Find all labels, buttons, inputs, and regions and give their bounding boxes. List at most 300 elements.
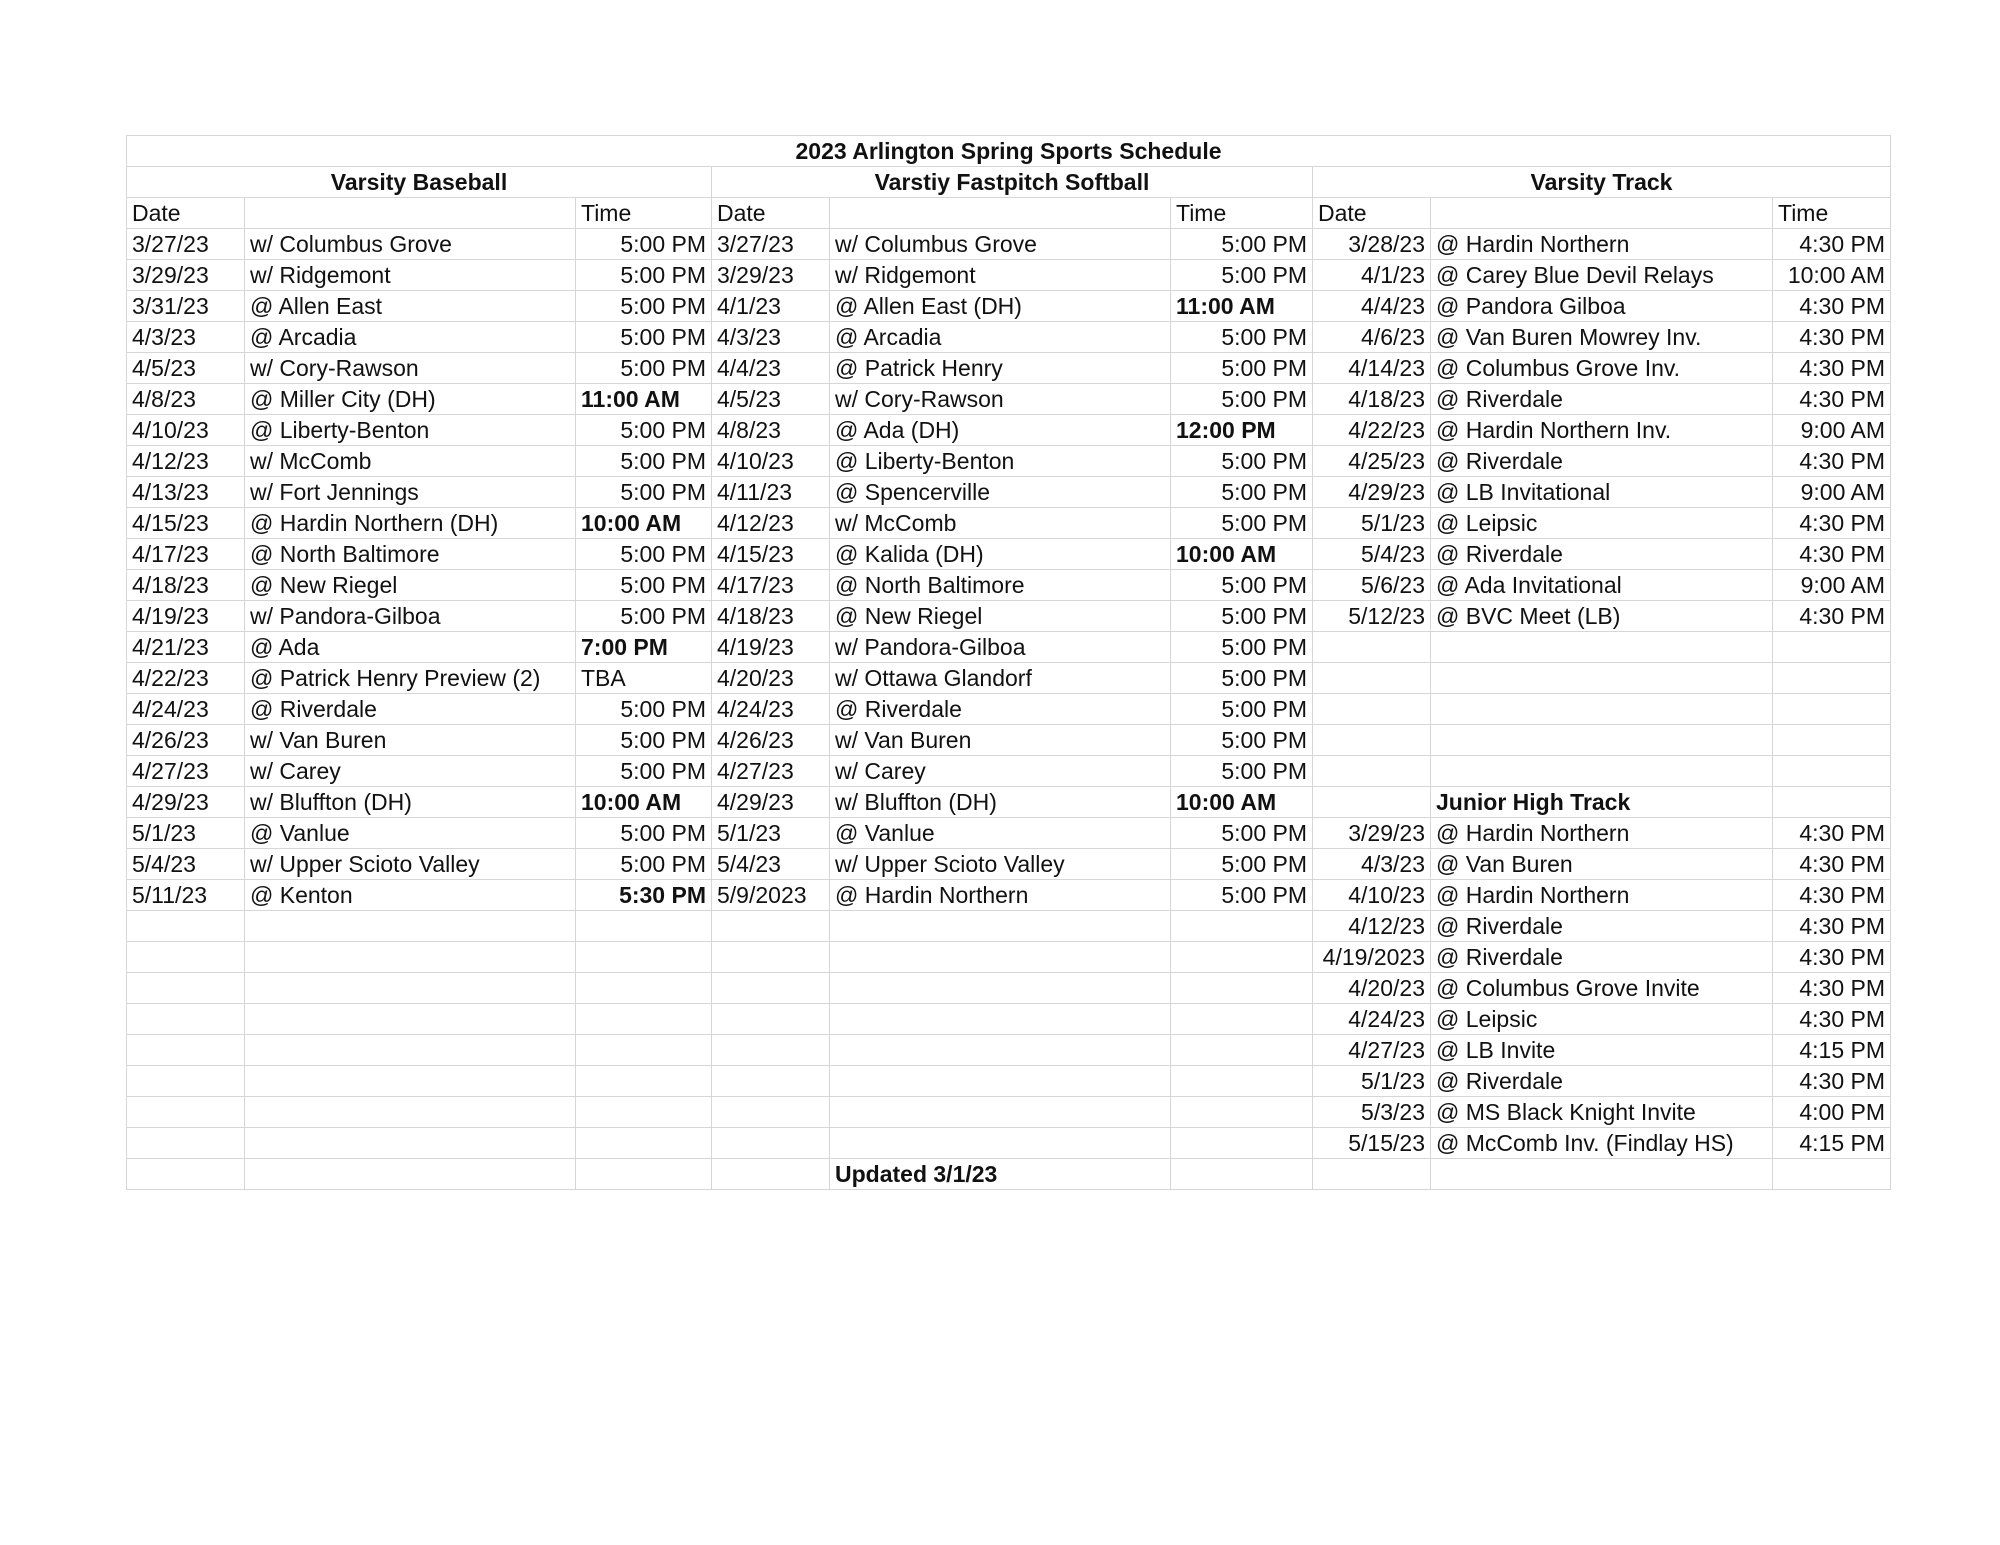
baseball-event: @ Liberty-Benton bbox=[245, 415, 576, 446]
softball-date: 4/18/23 bbox=[712, 601, 830, 632]
baseball-date: 4/27/23 bbox=[127, 756, 245, 787]
empty-cell bbox=[1313, 756, 1431, 787]
baseball-date: 4/18/23 bbox=[127, 570, 245, 601]
baseball-event: @ Riverdale bbox=[245, 694, 576, 725]
softball-time: 5:00 PM bbox=[1171, 322, 1313, 353]
softball-date: 5/4/23 bbox=[712, 849, 830, 880]
empty-cell bbox=[712, 911, 830, 942]
empty-cell bbox=[1773, 694, 1891, 725]
baseball-event: w/ Upper Scioto Valley bbox=[245, 849, 576, 880]
empty-cell bbox=[576, 1035, 712, 1066]
empty-cell bbox=[830, 942, 1171, 973]
table-row bbox=[127, 570, 1891, 601]
track-event: @ Riverdale bbox=[1431, 539, 1773, 570]
table-row bbox=[127, 322, 1891, 353]
track-time: 4:30 PM bbox=[1773, 1004, 1891, 1035]
empty-cell bbox=[1313, 725, 1431, 756]
softball-date: 5/1/23 bbox=[712, 818, 830, 849]
baseball-event: @ Kenton bbox=[245, 880, 576, 911]
baseball-time: 11:00 AM bbox=[576, 384, 712, 415]
track-event: @ Leipsic bbox=[1431, 508, 1773, 539]
empty-cell bbox=[245, 1066, 576, 1097]
softball-event: w/ Carey bbox=[830, 756, 1171, 787]
section-softball: Varstiy Fastpitch Softball bbox=[712, 167, 1313, 198]
baseball-time: 5:00 PM bbox=[576, 818, 712, 849]
track-event: @ MS Black Knight Invite bbox=[1431, 1097, 1773, 1128]
softball-date: 4/26/23 bbox=[712, 725, 830, 756]
table-row bbox=[127, 942, 1891, 973]
track-date: 5/12/23 bbox=[1313, 601, 1431, 632]
baseball-date: 4/26/23 bbox=[127, 725, 245, 756]
track-date: 5/4/23 bbox=[1313, 539, 1431, 570]
track-date: 4/4/23 bbox=[1313, 291, 1431, 322]
header-time: Time bbox=[1773, 198, 1891, 229]
table-row bbox=[127, 1004, 1891, 1035]
softball-event: @ Vanlue bbox=[830, 818, 1171, 849]
baseball-time: 5:00 PM bbox=[576, 539, 712, 570]
softball-event: @ New Riegel bbox=[830, 601, 1171, 632]
track-event: @ Hardin Northern bbox=[1431, 880, 1773, 911]
softball-event: @ Kalida (DH) bbox=[830, 539, 1171, 570]
baseball-time: 5:00 PM bbox=[576, 849, 712, 880]
softball-time: 11:00 AM bbox=[1171, 291, 1313, 322]
track-time: 4:00 PM bbox=[1773, 1097, 1891, 1128]
track-time: 9:00 AM bbox=[1773, 570, 1891, 601]
header-date: Date bbox=[127, 198, 245, 229]
softball-event: @ Hardin Northern bbox=[830, 880, 1171, 911]
track-date: 3/29/23 bbox=[1313, 818, 1431, 849]
empty-cell bbox=[127, 1159, 245, 1190]
softball-date: 4/24/23 bbox=[712, 694, 830, 725]
baseball-date: 4/19/23 bbox=[127, 601, 245, 632]
softball-event: w/ Pandora-Gilboa bbox=[830, 632, 1171, 663]
track-event: @ Hardin Northern bbox=[1431, 818, 1773, 849]
empty-cell bbox=[576, 942, 712, 973]
track-time: 4:30 PM bbox=[1773, 291, 1891, 322]
track-event: @ Riverdale bbox=[1431, 384, 1773, 415]
softball-date: 4/11/23 bbox=[712, 477, 830, 508]
track-time: 9:00 AM bbox=[1773, 477, 1891, 508]
empty-cell bbox=[245, 1159, 576, 1190]
track-date: 4/19/2023 bbox=[1313, 942, 1431, 973]
empty-cell bbox=[576, 973, 712, 1004]
table-row bbox=[127, 229, 1891, 260]
table-row bbox=[127, 477, 1891, 508]
track-date: 5/1/23 bbox=[1313, 1066, 1431, 1097]
baseball-time: 5:00 PM bbox=[576, 446, 712, 477]
header-blank bbox=[1431, 198, 1773, 229]
softball-time: 12:00 PM bbox=[1171, 415, 1313, 446]
baseball-time: 5:00 PM bbox=[576, 291, 712, 322]
softball-event: @ Riverdale bbox=[830, 694, 1171, 725]
softball-event: w/ Bluffton (DH) bbox=[830, 787, 1171, 818]
table-row bbox=[127, 291, 1891, 322]
empty-cell bbox=[1431, 756, 1773, 787]
softball-date: 4/20/23 bbox=[712, 663, 830, 694]
baseball-time: 5:00 PM bbox=[576, 694, 712, 725]
track-time: 4:30 PM bbox=[1773, 508, 1891, 539]
softball-time: 5:00 PM bbox=[1171, 818, 1313, 849]
track-time: 4:15 PM bbox=[1773, 1035, 1891, 1066]
softball-event: w/ Upper Scioto Valley bbox=[830, 849, 1171, 880]
empty-cell bbox=[1171, 942, 1313, 973]
empty-cell bbox=[830, 1066, 1171, 1097]
empty-cell bbox=[1431, 632, 1773, 663]
table-row bbox=[127, 663, 1891, 694]
table-row bbox=[127, 539, 1891, 570]
table-row bbox=[127, 415, 1891, 446]
empty-cell bbox=[245, 1004, 576, 1035]
title-row bbox=[127, 136, 1891, 167]
baseball-time: 5:00 PM bbox=[576, 322, 712, 353]
softball-event: w/ Cory-Rawson bbox=[830, 384, 1171, 415]
empty-cell bbox=[712, 973, 830, 1004]
track-time: 4:30 PM bbox=[1773, 601, 1891, 632]
table-row bbox=[127, 446, 1891, 477]
softball-time: 5:00 PM bbox=[1171, 632, 1313, 663]
track-time: 4:30 PM bbox=[1773, 849, 1891, 880]
softball-event: w/ Columbus Grove bbox=[830, 229, 1171, 260]
baseball-date: 3/29/23 bbox=[127, 260, 245, 291]
empty-cell bbox=[1773, 632, 1891, 663]
table-row bbox=[127, 1066, 1891, 1097]
track-date: 4/20/23 bbox=[1313, 973, 1431, 1004]
table-row bbox=[127, 756, 1891, 787]
baseball-time: 5:00 PM bbox=[576, 725, 712, 756]
empty-cell bbox=[245, 973, 576, 1004]
column-header-row bbox=[127, 198, 1891, 229]
empty-cell bbox=[1171, 1004, 1313, 1035]
track-date: 4/14/23 bbox=[1313, 353, 1431, 384]
baseball-time: 5:00 PM bbox=[576, 353, 712, 384]
empty-cell bbox=[830, 1128, 1171, 1159]
empty-cell bbox=[1773, 663, 1891, 694]
baseball-event: @ Ada bbox=[245, 632, 576, 663]
softball-time: 5:00 PM bbox=[1171, 446, 1313, 477]
baseball-event: w/ McComb bbox=[245, 446, 576, 477]
empty-cell bbox=[245, 942, 576, 973]
softball-date: 4/12/23 bbox=[712, 508, 830, 539]
softball-time: 5:00 PM bbox=[1171, 880, 1313, 911]
empty-cell bbox=[127, 1004, 245, 1035]
softball-event: @ Allen East (DH) bbox=[830, 291, 1171, 322]
empty-cell bbox=[712, 942, 830, 973]
track-event: @ BVC Meet (LB) bbox=[1431, 601, 1773, 632]
track-event: @ McComb Inv. (Findlay HS) bbox=[1431, 1128, 1773, 1159]
track-event: @ LB Invitational bbox=[1431, 477, 1773, 508]
table-row bbox=[127, 849, 1891, 880]
baseball-date: 3/27/23 bbox=[127, 229, 245, 260]
softball-event: @ Arcadia bbox=[830, 322, 1171, 353]
baseball-event: w/ Pandora-Gilboa bbox=[245, 601, 576, 632]
baseball-event: w/ Carey bbox=[245, 756, 576, 787]
softball-date: 5/9/2023 bbox=[712, 880, 830, 911]
empty-cell bbox=[1171, 1035, 1313, 1066]
track-event: @ Hardin Northern Inv. bbox=[1431, 415, 1773, 446]
track-event: @ LB Invite bbox=[1431, 1035, 1773, 1066]
empty-cell bbox=[712, 1004, 830, 1035]
softball-event: @ Liberty-Benton bbox=[830, 446, 1171, 477]
baseball-time: 5:00 PM bbox=[576, 415, 712, 446]
empty-cell bbox=[127, 1035, 245, 1066]
track-time: 4:30 PM bbox=[1773, 818, 1891, 849]
track-event: @ Pandora Gilboa bbox=[1431, 291, 1773, 322]
empty-cell bbox=[127, 942, 245, 973]
softball-date: 4/27/23 bbox=[712, 756, 830, 787]
softball-event: @ Spencerville bbox=[830, 477, 1171, 508]
track-date: 5/1/23 bbox=[1313, 508, 1431, 539]
track-date: 4/6/23 bbox=[1313, 322, 1431, 353]
table-row bbox=[127, 694, 1891, 725]
baseball-event: @ North Baltimore bbox=[245, 539, 576, 570]
track-date: 4/10/23 bbox=[1313, 880, 1431, 911]
empty-cell bbox=[1773, 725, 1891, 756]
track-time: 4:15 PM bbox=[1773, 1128, 1891, 1159]
softball-date: 4/3/23 bbox=[712, 322, 830, 353]
empty-cell bbox=[245, 1035, 576, 1066]
table-row bbox=[127, 1097, 1891, 1128]
empty-cell bbox=[1171, 1097, 1313, 1128]
track-time: 4:30 PM bbox=[1773, 384, 1891, 415]
track-event: @ Carey Blue Devil Relays bbox=[1431, 260, 1773, 291]
softball-event: @ Patrick Henry bbox=[830, 353, 1171, 384]
baseball-event: @ Hardin Northern (DH) bbox=[245, 508, 576, 539]
empty-cell bbox=[1171, 1066, 1313, 1097]
table-row bbox=[127, 911, 1891, 942]
updated-note: Updated 3/1/23 bbox=[830, 1159, 1171, 1190]
section-row bbox=[127, 167, 1891, 198]
empty-cell bbox=[245, 1097, 576, 1128]
header-date: Date bbox=[1313, 198, 1431, 229]
softball-date: 4/8/23 bbox=[712, 415, 830, 446]
baseball-date: 4/24/23 bbox=[127, 694, 245, 725]
softball-date: 4/1/23 bbox=[712, 291, 830, 322]
track-event: @ Van Buren bbox=[1431, 849, 1773, 880]
track-date: 5/6/23 bbox=[1313, 570, 1431, 601]
track-time: 4:30 PM bbox=[1773, 973, 1891, 1004]
empty-cell bbox=[576, 1066, 712, 1097]
empty-cell bbox=[830, 1035, 1171, 1066]
track-event: @ Van Buren Mowrey Inv. bbox=[1431, 322, 1773, 353]
baseball-event: @ New Riegel bbox=[245, 570, 576, 601]
baseball-date: 4/29/23 bbox=[127, 787, 245, 818]
empty-cell bbox=[1171, 911, 1313, 942]
track-time: 4:30 PM bbox=[1773, 446, 1891, 477]
header-blank bbox=[830, 198, 1171, 229]
baseball-date: 4/21/23 bbox=[127, 632, 245, 663]
empty-cell bbox=[576, 1097, 712, 1128]
empty-cell bbox=[1773, 1159, 1891, 1190]
softball-time: 5:00 PM bbox=[1171, 229, 1313, 260]
table-row bbox=[127, 1159, 1891, 1190]
track-time: 4:30 PM bbox=[1773, 942, 1891, 973]
track-date: 4/27/23 bbox=[1313, 1035, 1431, 1066]
softball-date: 4/17/23 bbox=[712, 570, 830, 601]
empty-cell bbox=[1773, 756, 1891, 787]
softball-date: 3/27/23 bbox=[712, 229, 830, 260]
empty-cell bbox=[127, 911, 245, 942]
softball-date: 4/5/23 bbox=[712, 384, 830, 415]
track-time: 4:30 PM bbox=[1773, 911, 1891, 942]
track-time: 4:30 PM bbox=[1773, 229, 1891, 260]
empty-cell bbox=[1313, 787, 1431, 818]
table-row bbox=[127, 1035, 1891, 1066]
baseball-time: 7:00 PM bbox=[576, 632, 712, 663]
empty-cell bbox=[576, 1128, 712, 1159]
baseball-date: 5/1/23 bbox=[127, 818, 245, 849]
track-date: 5/15/23 bbox=[1313, 1128, 1431, 1159]
baseball-event: w/ Van Buren bbox=[245, 725, 576, 756]
softball-time: 5:00 PM bbox=[1171, 601, 1313, 632]
baseball-time: 5:00 PM bbox=[576, 601, 712, 632]
empty-cell bbox=[1171, 1128, 1313, 1159]
track-time: 4:30 PM bbox=[1773, 539, 1891, 570]
empty-cell bbox=[712, 1128, 830, 1159]
track-date: 3/28/23 bbox=[1313, 229, 1431, 260]
baseball-date: 4/17/23 bbox=[127, 539, 245, 570]
baseball-event: w/ Cory-Rawson bbox=[245, 353, 576, 384]
track-time: 4:30 PM bbox=[1773, 880, 1891, 911]
baseball-time: 5:00 PM bbox=[576, 229, 712, 260]
empty-cell bbox=[712, 1035, 830, 1066]
softball-event: @ Ada (DH) bbox=[830, 415, 1171, 446]
baseball-date: 4/13/23 bbox=[127, 477, 245, 508]
baseball-time: 5:30 PM bbox=[576, 880, 712, 911]
header-blank bbox=[245, 198, 576, 229]
empty-cell bbox=[1431, 725, 1773, 756]
empty-cell bbox=[245, 1128, 576, 1159]
baseball-time: 5:00 PM bbox=[576, 477, 712, 508]
track-event: @ Riverdale bbox=[1431, 911, 1773, 942]
table-row bbox=[127, 973, 1891, 1004]
softball-date: 4/10/23 bbox=[712, 446, 830, 477]
empty-cell bbox=[1313, 632, 1431, 663]
empty-cell bbox=[1431, 1159, 1773, 1190]
baseball-event: w/ Bluffton (DH) bbox=[245, 787, 576, 818]
empty-cell bbox=[127, 973, 245, 1004]
track-event: @ Riverdale bbox=[1431, 942, 1773, 973]
track-date: 4/22/23 bbox=[1313, 415, 1431, 446]
track-time: 10:00 AM bbox=[1773, 260, 1891, 291]
table-row bbox=[127, 632, 1891, 663]
empty-cell bbox=[127, 1066, 245, 1097]
softball-event: w/ Ottawa Glandorf bbox=[830, 663, 1171, 694]
empty-cell bbox=[245, 911, 576, 942]
softball-date: 3/29/23 bbox=[712, 260, 830, 291]
empty-cell bbox=[576, 1004, 712, 1035]
section-track: Varsity Track bbox=[1313, 167, 1891, 198]
empty-cell bbox=[830, 1004, 1171, 1035]
baseball-time: 10:00 AM bbox=[576, 787, 712, 818]
baseball-date: 4/22/23 bbox=[127, 663, 245, 694]
baseball-date: 4/15/23 bbox=[127, 508, 245, 539]
baseball-time: 5:00 PM bbox=[576, 570, 712, 601]
table-row bbox=[127, 880, 1891, 911]
softball-time: 5:00 PM bbox=[1171, 384, 1313, 415]
table-row bbox=[127, 508, 1891, 539]
table-row bbox=[127, 384, 1891, 415]
softball-time: 10:00 AM bbox=[1171, 539, 1313, 570]
baseball-time: 5:00 PM bbox=[576, 260, 712, 291]
schedule-table bbox=[126, 135, 1891, 1190]
track-event: @ Hardin Northern bbox=[1431, 229, 1773, 260]
empty-cell bbox=[1313, 1159, 1431, 1190]
track-date: 4/12/23 bbox=[1313, 911, 1431, 942]
track-event: @ Leipsic bbox=[1431, 1004, 1773, 1035]
table-row bbox=[127, 787, 1891, 818]
empty-cell bbox=[712, 1159, 830, 1190]
baseball-date: 4/10/23 bbox=[127, 415, 245, 446]
table-row bbox=[127, 1128, 1891, 1159]
empty-cell bbox=[1773, 787, 1891, 818]
softball-time: 5:00 PM bbox=[1171, 570, 1313, 601]
softball-time: 5:00 PM bbox=[1171, 353, 1313, 384]
softball-time: 5:00 PM bbox=[1171, 477, 1313, 508]
table-row bbox=[127, 260, 1891, 291]
baseball-event: @ Miller City (DH) bbox=[245, 384, 576, 415]
empty-cell bbox=[830, 911, 1171, 942]
softball-date: 4/29/23 bbox=[712, 787, 830, 818]
empty-cell bbox=[1171, 1159, 1313, 1190]
softball-date: 4/15/23 bbox=[712, 539, 830, 570]
empty-cell bbox=[1313, 663, 1431, 694]
empty-cell bbox=[712, 1097, 830, 1128]
softball-time: 5:00 PM bbox=[1171, 725, 1313, 756]
softball-event: w/ Van Buren bbox=[830, 725, 1171, 756]
softball-date: 4/4/23 bbox=[712, 353, 830, 384]
baseball-event: @ Allen East bbox=[245, 291, 576, 322]
table-row bbox=[127, 818, 1891, 849]
empty-cell bbox=[127, 1128, 245, 1159]
baseball-event: @ Arcadia bbox=[245, 322, 576, 353]
track-time: 4:30 PM bbox=[1773, 353, 1891, 384]
softball-time: 5:00 PM bbox=[1171, 663, 1313, 694]
track-event: @ Columbus Grove Invite bbox=[1431, 973, 1773, 1004]
empty-cell bbox=[1431, 663, 1773, 694]
baseball-date: 5/11/23 bbox=[127, 880, 245, 911]
baseball-time: TBA bbox=[576, 663, 712, 694]
empty-cell bbox=[830, 1097, 1171, 1128]
softball-time: 5:00 PM bbox=[1171, 849, 1313, 880]
baseball-date: 4/8/23 bbox=[127, 384, 245, 415]
track-time: 9:00 AM bbox=[1773, 415, 1891, 446]
baseball-time: 5:00 PM bbox=[576, 756, 712, 787]
softball-event: w/ McComb bbox=[830, 508, 1171, 539]
softball-time: 5:00 PM bbox=[1171, 694, 1313, 725]
header-time: Time bbox=[576, 198, 712, 229]
section-baseball: Varsity Baseball bbox=[127, 167, 712, 198]
baseball-event: w/ Columbus Grove bbox=[245, 229, 576, 260]
baseball-date: 4/12/23 bbox=[127, 446, 245, 477]
empty-cell bbox=[1313, 694, 1431, 725]
junior-high-track-heading: Junior High Track bbox=[1431, 787, 1773, 818]
baseball-event: @ Vanlue bbox=[245, 818, 576, 849]
softball-time: 5:00 PM bbox=[1171, 756, 1313, 787]
baseball-event: @ Patrick Henry Preview (2) bbox=[245, 663, 576, 694]
track-date: 4/1/23 bbox=[1313, 260, 1431, 291]
track-event: @ Columbus Grove Inv. bbox=[1431, 353, 1773, 384]
softball-time: 5:00 PM bbox=[1171, 260, 1313, 291]
empty-cell bbox=[576, 911, 712, 942]
empty-cell bbox=[576, 1159, 712, 1190]
baseball-event: w/ Fort Jennings bbox=[245, 477, 576, 508]
softball-event: w/ Ridgemont bbox=[830, 260, 1171, 291]
baseball-date: 5/4/23 bbox=[127, 849, 245, 880]
track-date: 4/25/23 bbox=[1313, 446, 1431, 477]
track-event: @ Riverdale bbox=[1431, 446, 1773, 477]
empty-cell bbox=[1171, 973, 1313, 1004]
header-time: Time bbox=[1171, 198, 1313, 229]
